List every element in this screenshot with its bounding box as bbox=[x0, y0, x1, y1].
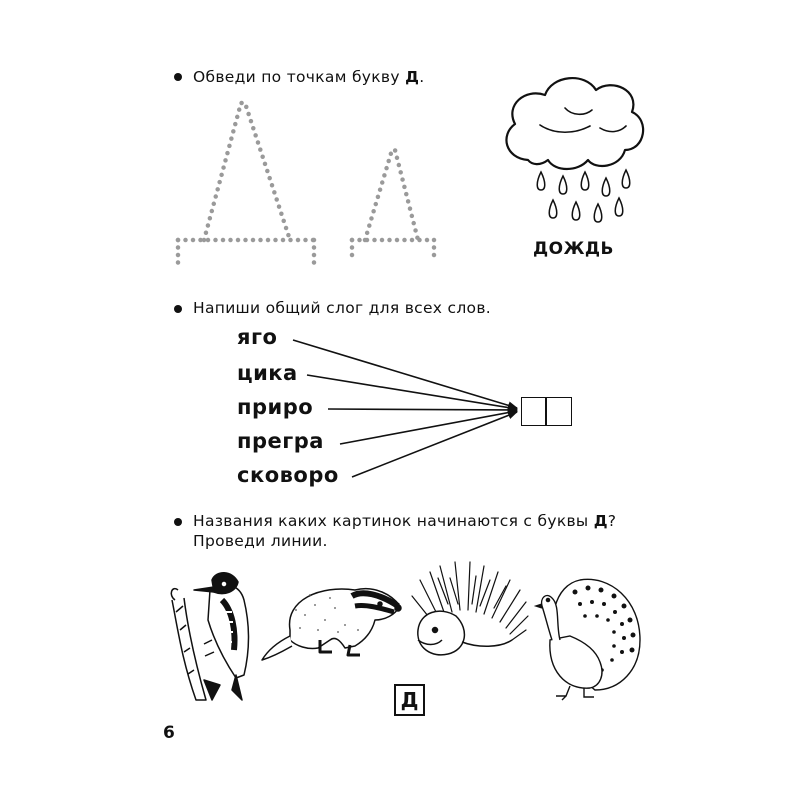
rain-caption: ДОЖДЬ bbox=[533, 239, 615, 259]
task3-end: ? bbox=[607, 512, 617, 530]
syllable-word-5: сковоро bbox=[237, 463, 339, 487]
task3-letter: Д bbox=[593, 512, 608, 530]
task3-instruction-line2: Проведи линии. bbox=[193, 532, 328, 550]
syllable-word-3: приро bbox=[237, 395, 314, 419]
syllable-word-4: прегра bbox=[237, 429, 324, 453]
syllable-word-2: цика bbox=[237, 361, 298, 385]
letter-box[interactable]: Д bbox=[394, 684, 425, 716]
task1-letter: Д bbox=[405, 68, 420, 86]
task2-instruction: Напиши общий слог для всех слов. bbox=[193, 299, 491, 317]
task1-end: . bbox=[419, 68, 425, 86]
task1-text: Обведи по точкам букву bbox=[193, 68, 406, 86]
syllable-word-1: яго bbox=[237, 325, 278, 349]
task3-text: Названия каких картинок начинаются с буквы bbox=[193, 512, 594, 530]
page-number: 6 bbox=[163, 723, 175, 743]
